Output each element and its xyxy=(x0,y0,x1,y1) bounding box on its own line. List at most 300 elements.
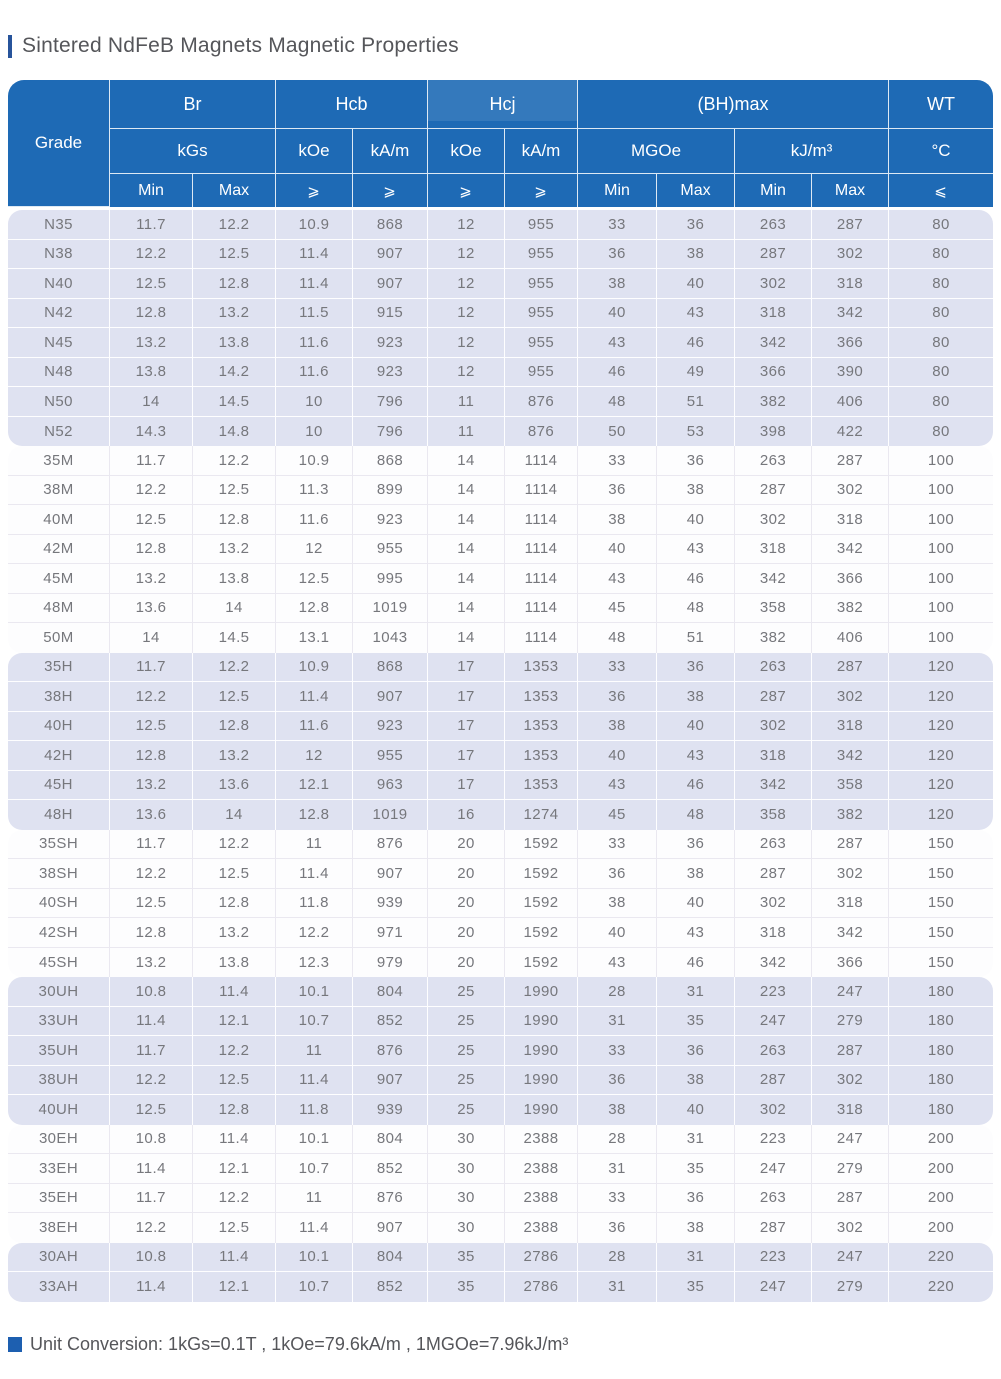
value-cell: 12.2 xyxy=(110,476,193,505)
value-cell: 40 xyxy=(657,889,735,918)
value-cell: 28 xyxy=(578,1243,657,1272)
value-cell: 406 xyxy=(812,387,889,416)
value-cell: 1114 xyxy=(505,594,578,623)
value-cell: 366 xyxy=(812,328,889,357)
table-row xyxy=(8,210,993,240)
value-cell: 12.1 xyxy=(193,1007,276,1036)
value-cell: 38 xyxy=(657,859,735,888)
value-cell: 899 xyxy=(353,476,428,505)
value-cell: 955 xyxy=(505,299,578,328)
grade-group xyxy=(8,830,993,978)
value-cell: 10.7 xyxy=(276,1007,353,1036)
value-cell: 13.2 xyxy=(110,771,193,800)
value-cell: 17 xyxy=(428,771,505,800)
value-cell: 2388 xyxy=(505,1154,578,1183)
value-cell: 120 xyxy=(927,806,955,824)
value-cell: 12.3 xyxy=(276,948,353,978)
value-cell: 11.6 xyxy=(276,505,353,534)
value-cell: 35 xyxy=(657,1007,735,1036)
value-cell: 36 xyxy=(578,240,657,269)
table-row xyxy=(8,859,993,889)
value-cell: 12.2 xyxy=(110,1213,193,1243)
value-cell: 33 xyxy=(578,446,657,475)
value-cell: 1592 xyxy=(505,918,578,947)
footer-bullet-icon xyxy=(8,1337,22,1352)
value-cell: 180 xyxy=(927,1071,955,1089)
grade-cell: N35 xyxy=(8,210,110,239)
footer-text: Unit Conversion: 1kGs=0.1T , 1kOe=79.6kA/m , 1MGOe=7.96kJ/m³ xyxy=(30,1334,569,1354)
grade-cell: N52 xyxy=(8,417,110,447)
value-cell: 13.1 xyxy=(276,623,353,653)
value-cell: 12.8 xyxy=(110,918,193,947)
value-cell: 120 xyxy=(927,687,955,705)
table-row xyxy=(8,1125,993,1155)
value-cell: 11.7 xyxy=(110,1036,193,1065)
value-cell: 10.1 xyxy=(276,1125,353,1154)
value-cell: 1990 xyxy=(505,1095,578,1125)
value-cell: 220 xyxy=(927,1248,955,1266)
table-row xyxy=(8,328,993,358)
unit-conversion-note xyxy=(8,1334,568,1355)
value-cell: 13.2 xyxy=(110,948,193,978)
value-cell: 923 xyxy=(353,712,428,741)
value-cell: 247 xyxy=(812,1243,889,1272)
value-cell: 33 xyxy=(578,1184,657,1213)
value-cell: 13.2 xyxy=(193,918,276,947)
grade-cell: 40H xyxy=(8,712,110,741)
value-cell: 12.8 xyxy=(276,594,353,623)
grade-cell: N50 xyxy=(8,387,110,416)
value-cell: 10.8 xyxy=(110,1243,193,1272)
value-cell: 915 xyxy=(353,299,428,328)
table-row xyxy=(8,417,993,447)
value-cell: 48 xyxy=(657,594,735,623)
value-cell: 43 xyxy=(657,299,735,328)
value-cell: 38 xyxy=(657,1066,735,1095)
value-cell: 80 xyxy=(932,215,950,233)
value-cell: 11.6 xyxy=(276,328,353,357)
value-cell: 40 xyxy=(578,918,657,947)
value-cell: 796 xyxy=(353,417,428,447)
value-cell: 51 xyxy=(657,623,735,653)
value-cell: 14 xyxy=(110,623,193,653)
header-max: Max xyxy=(657,174,735,207)
value-cell: 150 xyxy=(927,894,955,912)
value-cell: 14 xyxy=(428,505,505,534)
value-cell: 907 xyxy=(353,269,428,298)
value-cell: 1114 xyxy=(505,623,578,653)
grade-cell: N48 xyxy=(8,358,110,387)
value-cell: 2388 xyxy=(505,1125,578,1154)
value-cell: 11.4 xyxy=(276,682,353,711)
table-row xyxy=(8,505,993,535)
value-cell: 36 xyxy=(578,1213,657,1243)
value-cell: 200 xyxy=(927,1130,955,1148)
value-cell: 1114 xyxy=(505,564,578,593)
value-cell: 120 xyxy=(927,746,955,764)
value-cell: 12.2 xyxy=(193,446,276,475)
value-cell: 150 xyxy=(927,923,955,941)
value-cell: 876 xyxy=(353,1036,428,1065)
table-row xyxy=(8,771,993,801)
value-cell: 302 xyxy=(735,889,812,918)
value-cell: 13.2 xyxy=(193,535,276,564)
value-cell: 287 xyxy=(812,1184,889,1213)
value-cell: 12.5 xyxy=(276,564,353,593)
value-cell: 1990 xyxy=(505,1007,578,1036)
value-cell: 1990 xyxy=(505,1066,578,1095)
value-cell: 13.2 xyxy=(193,299,276,328)
value-cell: 20 xyxy=(428,830,505,859)
value-cell: 302 xyxy=(735,505,812,534)
value-cell: 318 xyxy=(812,505,889,534)
header-br: Br xyxy=(110,80,276,129)
value-cell: 14 xyxy=(193,594,276,623)
value-cell: 382 xyxy=(735,387,812,416)
value-cell: 302 xyxy=(812,1066,889,1095)
value-cell: 13.8 xyxy=(110,358,193,387)
value-cell: 11.4 xyxy=(276,859,353,888)
value-cell: 14 xyxy=(193,800,276,830)
value-cell: 10.7 xyxy=(276,1154,353,1183)
value-cell: 342 xyxy=(812,918,889,947)
table-row xyxy=(8,741,993,771)
value-cell: 979 xyxy=(353,948,428,978)
value-cell: 12.5 xyxy=(110,712,193,741)
value-cell: 50 xyxy=(578,417,657,447)
header-min: Min xyxy=(735,174,812,207)
value-cell: 804 xyxy=(353,1243,428,1272)
grade-cell: 38EH xyxy=(8,1213,110,1243)
value-cell: 46 xyxy=(657,328,735,357)
value-cell: 1114 xyxy=(505,505,578,534)
grade-cell: 35EH xyxy=(8,1184,110,1213)
value-cell: 12.2 xyxy=(110,1066,193,1095)
value-cell: 38 xyxy=(578,505,657,534)
grade-cell: 35H xyxy=(8,653,110,682)
value-cell: 358 xyxy=(735,594,812,623)
grade-cell: 35M xyxy=(8,446,110,475)
table-row xyxy=(8,358,993,388)
value-cell: 45 xyxy=(578,594,657,623)
value-cell: 1592 xyxy=(505,830,578,859)
header-gte-icon: ⩾ xyxy=(505,174,578,207)
value-cell: 11 xyxy=(276,1184,353,1213)
value-cell: 302 xyxy=(812,476,889,505)
header-unit-koe: kOe xyxy=(276,129,353,174)
value-cell: 180 xyxy=(927,1101,955,1119)
value-cell: 1043 xyxy=(353,623,428,653)
grade-cell: 38SH xyxy=(8,859,110,888)
value-cell: 46 xyxy=(657,771,735,800)
value-cell: 180 xyxy=(927,1041,955,1059)
value-cell: 36 xyxy=(657,830,735,859)
value-cell: 12.8 xyxy=(193,1095,276,1125)
value-cell: 12.2 xyxy=(110,240,193,269)
header-hcb: Hcb xyxy=(276,80,428,129)
grade-cell: 40SH xyxy=(8,889,110,918)
value-cell: 223 xyxy=(735,1125,812,1154)
value-cell: 43 xyxy=(578,564,657,593)
value-cell: 14.8 xyxy=(193,417,276,447)
grade-cell: 30EH xyxy=(8,1125,110,1154)
value-cell: 1353 xyxy=(505,741,578,770)
value-cell: 30 xyxy=(428,1213,505,1243)
value-cell: 17 xyxy=(428,741,505,770)
value-cell: 12.1 xyxy=(193,1272,276,1302)
value-cell: 20 xyxy=(428,948,505,978)
value-cell: 302 xyxy=(735,269,812,298)
value-cell: 342 xyxy=(735,328,812,357)
grade-cell: 50M xyxy=(8,623,110,653)
grade-cell: 40M xyxy=(8,505,110,534)
table-row xyxy=(8,240,993,270)
value-cell: 955 xyxy=(505,210,578,239)
value-cell: 180 xyxy=(927,982,955,1000)
table-row xyxy=(8,889,993,919)
header-unit-koe: kOe xyxy=(428,129,505,174)
value-cell: 11.4 xyxy=(276,1066,353,1095)
value-cell: 14 xyxy=(428,535,505,564)
value-cell: 318 xyxy=(812,1095,889,1125)
value-cell: 48 xyxy=(578,623,657,653)
grade-cell: 38H xyxy=(8,682,110,711)
value-cell: 11.7 xyxy=(110,1184,193,1213)
value-cell: 12 xyxy=(276,535,353,564)
value-cell: 852 xyxy=(353,1154,428,1183)
value-cell: 100 xyxy=(927,599,955,617)
value-cell: 12.8 xyxy=(110,299,193,328)
value-cell: 40 xyxy=(657,505,735,534)
value-cell: 939 xyxy=(353,889,428,918)
table-row xyxy=(8,977,993,1007)
value-cell: 80 xyxy=(932,363,950,381)
table-row xyxy=(8,1007,993,1037)
value-cell: 907 xyxy=(353,682,428,711)
title-accent-bar xyxy=(8,35,12,58)
value-cell: 247 xyxy=(812,1125,889,1154)
value-cell: 287 xyxy=(735,1213,812,1243)
value-cell: 223 xyxy=(735,1243,812,1272)
table-row xyxy=(8,446,993,476)
value-cell: 10.7 xyxy=(276,1272,353,1302)
value-cell: 12 xyxy=(428,358,505,387)
value-cell: 12.2 xyxy=(193,653,276,682)
table-row xyxy=(8,1066,993,1096)
grade-group xyxy=(8,1243,993,1302)
value-cell: 2388 xyxy=(505,1213,578,1243)
value-cell: 46 xyxy=(657,948,735,978)
value-cell: 36 xyxy=(578,476,657,505)
table-body xyxy=(8,210,993,1302)
value-cell: 422 xyxy=(812,417,889,447)
value-cell: 11 xyxy=(428,387,505,416)
value-cell: 49 xyxy=(657,358,735,387)
header-min: Min xyxy=(110,174,193,207)
value-cell: 287 xyxy=(735,476,812,505)
value-cell: 279 xyxy=(812,1272,889,1302)
value-cell: 995 xyxy=(353,564,428,593)
value-cell: 287 xyxy=(812,1036,889,1065)
value-cell: 12.2 xyxy=(193,830,276,859)
value-cell: 12 xyxy=(428,240,505,269)
value-cell: 25 xyxy=(428,1007,505,1036)
header-max: Max xyxy=(193,174,276,207)
value-cell: 287 xyxy=(735,682,812,711)
grade-cell: 38UH xyxy=(8,1066,110,1095)
value-cell: 955 xyxy=(505,328,578,357)
value-cell: 342 xyxy=(812,741,889,770)
table-row xyxy=(8,682,993,712)
value-cell: 318 xyxy=(735,299,812,328)
value-cell: 11.4 xyxy=(110,1154,193,1183)
value-cell: 406 xyxy=(812,623,889,653)
value-cell: 43 xyxy=(657,535,735,564)
grade-cell: N38 xyxy=(8,240,110,269)
value-cell: 14 xyxy=(110,387,193,416)
value-cell: 302 xyxy=(812,859,889,888)
value-cell: 923 xyxy=(353,328,428,357)
value-cell: 12.8 xyxy=(110,535,193,564)
value-cell: 11.5 xyxy=(276,299,353,328)
grade-cell: 48M xyxy=(8,594,110,623)
table-row xyxy=(8,948,993,978)
value-cell: 318 xyxy=(812,269,889,298)
value-cell: 11.6 xyxy=(276,712,353,741)
value-cell: 14 xyxy=(428,623,505,653)
header-unit-kgs: kGs xyxy=(110,129,276,174)
value-cell: 38 xyxy=(657,240,735,269)
value-cell: 1353 xyxy=(505,771,578,800)
value-cell: 263 xyxy=(735,653,812,682)
value-cell: 12.2 xyxy=(110,682,193,711)
table-row xyxy=(8,387,993,417)
value-cell: 11.7 xyxy=(110,653,193,682)
value-cell: 11 xyxy=(428,417,505,447)
value-cell: 33 xyxy=(578,1036,657,1065)
value-cell: 10 xyxy=(276,417,353,447)
value-cell: 358 xyxy=(735,800,812,830)
value-cell: 14.2 xyxy=(193,358,276,387)
value-cell: 247 xyxy=(735,1007,812,1036)
table-row xyxy=(8,1213,993,1243)
value-cell: 223 xyxy=(735,977,812,1006)
value-cell: 36 xyxy=(657,210,735,239)
value-cell: 38 xyxy=(657,1213,735,1243)
value-cell: 10.8 xyxy=(110,977,193,1006)
value-cell: 31 xyxy=(578,1007,657,1036)
table-row xyxy=(8,299,993,329)
value-cell: 2786 xyxy=(505,1243,578,1272)
value-cell: 33 xyxy=(578,830,657,859)
value-cell: 876 xyxy=(505,417,578,447)
value-cell: 100 xyxy=(927,451,955,469)
value-cell: 100 xyxy=(927,481,955,499)
grade-group xyxy=(8,1125,993,1243)
table-header xyxy=(8,80,993,207)
header-gte-icon: ⩾ xyxy=(428,174,505,207)
value-cell: 35 xyxy=(657,1154,735,1183)
value-cell: 955 xyxy=(353,535,428,564)
table-row xyxy=(8,1095,993,1125)
grade-group xyxy=(8,653,993,830)
value-cell: 398 xyxy=(735,417,812,447)
table-row xyxy=(8,918,993,948)
value-cell: 279 xyxy=(812,1007,889,1036)
value-cell: 10 xyxy=(276,387,353,416)
value-cell: 11.4 xyxy=(110,1272,193,1302)
value-cell: 31 xyxy=(657,977,735,1006)
table-row xyxy=(8,1036,993,1066)
value-cell: 971 xyxy=(353,918,428,947)
value-cell: 302 xyxy=(812,1213,889,1243)
value-cell: 17 xyxy=(428,712,505,741)
header-gte-icon: ⩾ xyxy=(353,174,428,207)
value-cell: 12 xyxy=(428,328,505,357)
value-cell: 287 xyxy=(812,830,889,859)
value-cell: 342 xyxy=(735,948,812,978)
value-cell: 11.4 xyxy=(193,977,276,1006)
value-cell: 14 xyxy=(428,476,505,505)
value-cell: 17 xyxy=(428,653,505,682)
value-cell: 12.5 xyxy=(193,1066,276,1095)
value-cell: 30 xyxy=(428,1125,505,1154)
value-cell: 20 xyxy=(428,918,505,947)
value-cell: 366 xyxy=(735,358,812,387)
header-hcj: Hcj xyxy=(428,80,578,129)
value-cell: 120 xyxy=(927,776,955,794)
header-bhmax: (BH)max xyxy=(578,80,889,129)
value-cell: 342 xyxy=(812,299,889,328)
value-cell: 318 xyxy=(735,741,812,770)
value-cell: 302 xyxy=(812,682,889,711)
value-cell: 382 xyxy=(735,623,812,653)
value-cell: 318 xyxy=(812,712,889,741)
value-cell: 25 xyxy=(428,977,505,1006)
value-cell: 38 xyxy=(578,712,657,741)
value-cell: 12.2 xyxy=(193,1036,276,1065)
grade-cell: 42M xyxy=(8,535,110,564)
value-cell: 80 xyxy=(932,274,950,292)
page-title: Sintered NdFeB Magnets Magnetic Properties xyxy=(22,34,459,57)
value-cell: 14 xyxy=(428,446,505,475)
value-cell: 796 xyxy=(353,387,428,416)
value-cell: 287 xyxy=(812,210,889,239)
value-cell: 868 xyxy=(353,210,428,239)
value-cell: 51 xyxy=(657,387,735,416)
value-cell: 876 xyxy=(505,387,578,416)
value-cell: 11.7 xyxy=(110,446,193,475)
grade-cell: N45 xyxy=(8,328,110,357)
grade-cell: 42SH xyxy=(8,918,110,947)
header-unit-kam: kA/m xyxy=(505,129,578,174)
value-cell: 40 xyxy=(657,269,735,298)
table-row xyxy=(8,653,993,683)
value-cell: 12.5 xyxy=(110,269,193,298)
value-cell: 247 xyxy=(735,1154,812,1183)
grade-cell: 48H xyxy=(8,800,110,830)
value-cell: 12.8 xyxy=(193,269,276,298)
value-cell: 200 xyxy=(927,1159,955,1177)
value-cell: 12.8 xyxy=(276,800,353,830)
value-cell: 43 xyxy=(657,918,735,947)
value-cell: 12 xyxy=(428,269,505,298)
value-cell: 12.2 xyxy=(110,859,193,888)
value-cell: 13.6 xyxy=(193,771,276,800)
value-cell: 12.5 xyxy=(193,682,276,711)
value-cell: 36 xyxy=(657,1036,735,1065)
value-cell: 12.8 xyxy=(193,505,276,534)
